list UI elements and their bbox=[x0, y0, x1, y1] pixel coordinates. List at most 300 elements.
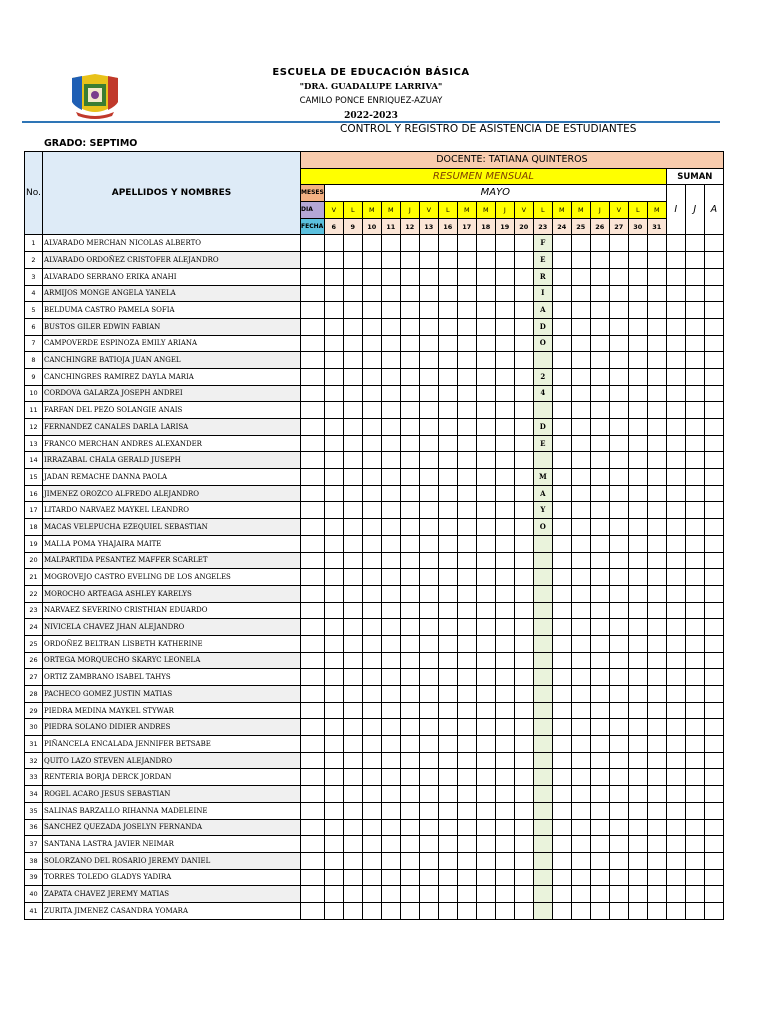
sum-cell[interactable] bbox=[704, 802, 723, 819]
attendance-cell[interactable] bbox=[495, 452, 514, 469]
attendance-cell[interactable] bbox=[400, 435, 419, 452]
attendance-cell[interactable] bbox=[381, 819, 400, 836]
attendance-cell[interactable] bbox=[552, 836, 571, 853]
attendance-cell[interactable] bbox=[609, 585, 628, 602]
attendance-cell[interactable] bbox=[571, 769, 590, 786]
attendance-cell[interactable] bbox=[438, 335, 457, 352]
attendance-cell[interactable] bbox=[362, 318, 381, 335]
attendance-cell[interactable] bbox=[362, 585, 381, 602]
attendance-cell[interactable] bbox=[301, 252, 325, 269]
attendance-cell[interactable] bbox=[571, 602, 590, 619]
attendance-cell[interactable] bbox=[457, 686, 476, 703]
attendance-cell[interactable] bbox=[457, 302, 476, 319]
attendance-cell[interactable] bbox=[343, 569, 362, 586]
attendance-cell[interactable] bbox=[514, 869, 533, 886]
attendance-cell[interactable] bbox=[381, 736, 400, 753]
attendance-cell[interactable] bbox=[301, 502, 325, 519]
attendance-cell[interactable] bbox=[419, 869, 438, 886]
attendance-cell[interactable] bbox=[495, 702, 514, 719]
attendance-cell[interactable] bbox=[362, 352, 381, 369]
sum-cell[interactable] bbox=[685, 736, 704, 753]
attendance-cell[interactable] bbox=[476, 352, 495, 369]
attendance-cell[interactable] bbox=[400, 585, 419, 602]
sum-cell[interactable] bbox=[704, 686, 723, 703]
attendance-cell[interactable] bbox=[552, 252, 571, 269]
attendance-cell[interactable] bbox=[419, 252, 438, 269]
attendance-cell[interactable] bbox=[495, 836, 514, 853]
sum-cell[interactable] bbox=[704, 419, 723, 436]
sum-cell[interactable] bbox=[666, 402, 685, 419]
attendance-cell[interactable] bbox=[381, 402, 400, 419]
attendance-cell[interactable] bbox=[552, 669, 571, 686]
attendance-cell[interactable] bbox=[301, 318, 325, 335]
sum-cell[interactable] bbox=[685, 886, 704, 903]
attendance-cell[interactable] bbox=[476, 569, 495, 586]
attendance-cell[interactable] bbox=[590, 669, 609, 686]
attendance-cell[interactable] bbox=[514, 402, 533, 419]
attendance-cell[interactable] bbox=[362, 569, 381, 586]
attendance-cell[interactable] bbox=[552, 569, 571, 586]
attendance-cell[interactable] bbox=[381, 285, 400, 302]
attendance-cell[interactable] bbox=[343, 419, 362, 436]
attendance-cell[interactable] bbox=[609, 686, 628, 703]
attendance-cell[interactable] bbox=[438, 368, 457, 385]
attendance-cell[interactable] bbox=[324, 302, 343, 319]
attendance-cell[interactable] bbox=[381, 836, 400, 853]
attendance-cell[interactable] bbox=[628, 335, 647, 352]
sum-cell[interactable] bbox=[666, 435, 685, 452]
attendance-cell[interactable] bbox=[457, 602, 476, 619]
attendance-cell[interactable] bbox=[514, 902, 533, 919]
attendance-cell[interactable] bbox=[438, 652, 457, 669]
sum-cell[interactable] bbox=[685, 902, 704, 919]
sum-cell[interactable] bbox=[685, 585, 704, 602]
attendance-cell[interactable] bbox=[324, 285, 343, 302]
attendance-cell[interactable] bbox=[400, 819, 419, 836]
attendance-cell[interactable] bbox=[343, 469, 362, 486]
sum-cell[interactable] bbox=[704, 235, 723, 252]
attendance-cell[interactable] bbox=[628, 769, 647, 786]
sum-cell[interactable] bbox=[666, 769, 685, 786]
attendance-cell[interactable] bbox=[495, 252, 514, 269]
attendance-cell[interactable] bbox=[438, 452, 457, 469]
sum-cell[interactable] bbox=[666, 752, 685, 769]
attendance-cell[interactable] bbox=[419, 302, 438, 319]
attendance-cell[interactable] bbox=[400, 402, 419, 419]
sum-cell[interactable] bbox=[666, 635, 685, 652]
attendance-cell[interactable] bbox=[419, 702, 438, 719]
attendance-cell[interactable] bbox=[301, 686, 325, 703]
attendance-cell[interactable] bbox=[647, 836, 666, 853]
attendance-cell[interactable] bbox=[400, 385, 419, 402]
attendance-cell[interactable] bbox=[552, 302, 571, 319]
sum-cell[interactable] bbox=[666, 686, 685, 703]
attendance-cell[interactable] bbox=[324, 535, 343, 552]
attendance-cell[interactable] bbox=[552, 402, 571, 419]
attendance-cell[interactable] bbox=[476, 385, 495, 402]
attendance-cell[interactable] bbox=[301, 802, 325, 819]
attendance-cell[interactable] bbox=[552, 268, 571, 285]
attendance-cell[interactable] bbox=[514, 619, 533, 636]
attendance-cell[interactable] bbox=[343, 786, 362, 803]
attendance-cell[interactable] bbox=[514, 335, 533, 352]
attendance-cell[interactable] bbox=[457, 485, 476, 502]
sum-cell[interactable] bbox=[685, 469, 704, 486]
attendance-cell[interactable] bbox=[381, 769, 400, 786]
attendance-cell[interactable] bbox=[400, 569, 419, 586]
sum-cell[interactable] bbox=[666, 819, 685, 836]
sum-cell[interactable] bbox=[704, 669, 723, 686]
attendance-cell[interactable] bbox=[476, 902, 495, 919]
attendance-cell[interactable] bbox=[628, 252, 647, 269]
attendance-cell[interactable] bbox=[628, 836, 647, 853]
attendance-cell[interactable] bbox=[647, 352, 666, 369]
attendance-cell[interactable] bbox=[324, 485, 343, 502]
attendance-cell[interactable] bbox=[457, 769, 476, 786]
attendance-cell[interactable] bbox=[647, 619, 666, 636]
attendance-cell[interactable] bbox=[647, 335, 666, 352]
attendance-cell[interactable] bbox=[647, 435, 666, 452]
attendance-cell[interactable] bbox=[324, 519, 343, 536]
attendance-cell[interactable] bbox=[495, 802, 514, 819]
attendance-cell[interactable] bbox=[324, 552, 343, 569]
attendance-cell[interactable] bbox=[476, 235, 495, 252]
attendance-cell[interactable] bbox=[514, 719, 533, 736]
attendance-cell[interactable] bbox=[571, 285, 590, 302]
attendance-cell[interactable] bbox=[495, 869, 514, 886]
attendance-cell[interactable] bbox=[400, 602, 419, 619]
attendance-cell[interactable] bbox=[495, 619, 514, 636]
attendance-cell[interactable] bbox=[552, 752, 571, 769]
sum-cell[interactable] bbox=[704, 385, 723, 402]
attendance-cell[interactable] bbox=[457, 886, 476, 903]
attendance-cell[interactable] bbox=[609, 318, 628, 335]
attendance-cell[interactable] bbox=[647, 852, 666, 869]
attendance-cell[interactable] bbox=[457, 819, 476, 836]
attendance-cell[interactable] bbox=[476, 635, 495, 652]
attendance-cell[interactable] bbox=[476, 552, 495, 569]
attendance-cell[interactable] bbox=[571, 252, 590, 269]
sum-cell[interactable] bbox=[685, 686, 704, 703]
sum-cell[interactable] bbox=[704, 585, 723, 602]
attendance-cell[interactable] bbox=[381, 852, 400, 869]
attendance-cell[interactable] bbox=[324, 419, 343, 436]
attendance-cell[interactable] bbox=[457, 585, 476, 602]
attendance-cell[interactable] bbox=[609, 519, 628, 536]
attendance-cell[interactable] bbox=[552, 318, 571, 335]
attendance-cell[interactable] bbox=[362, 368, 381, 385]
attendance-cell[interactable] bbox=[419, 802, 438, 819]
attendance-cell[interactable] bbox=[571, 786, 590, 803]
attendance-cell[interactable] bbox=[362, 752, 381, 769]
attendance-cell[interactable] bbox=[552, 502, 571, 519]
attendance-cell[interactable] bbox=[381, 302, 400, 319]
attendance-cell[interactable] bbox=[571, 902, 590, 919]
attendance-cell[interactable] bbox=[419, 335, 438, 352]
attendance-cell[interactable] bbox=[438, 819, 457, 836]
attendance-cell[interactable] bbox=[552, 519, 571, 536]
attendance-cell[interactable] bbox=[590, 235, 609, 252]
attendance-cell[interactable] bbox=[495, 535, 514, 552]
sum-cell[interactable] bbox=[704, 702, 723, 719]
attendance-cell[interactable] bbox=[381, 902, 400, 919]
attendance-cell[interactable] bbox=[400, 502, 419, 519]
sum-cell[interactable] bbox=[666, 669, 685, 686]
sum-cell[interactable] bbox=[685, 235, 704, 252]
attendance-cell[interactable] bbox=[476, 585, 495, 602]
attendance-cell[interactable] bbox=[628, 435, 647, 452]
attendance-cell[interactable] bbox=[343, 368, 362, 385]
sum-cell[interactable] bbox=[666, 552, 685, 569]
attendance-cell[interactable] bbox=[343, 852, 362, 869]
attendance-cell[interactable] bbox=[476, 886, 495, 903]
attendance-cell[interactable] bbox=[571, 702, 590, 719]
attendance-cell[interactable] bbox=[419, 736, 438, 753]
sum-cell[interactable] bbox=[685, 368, 704, 385]
attendance-cell[interactable] bbox=[343, 769, 362, 786]
attendance-cell[interactable] bbox=[301, 302, 325, 319]
attendance-cell[interactable] bbox=[400, 252, 419, 269]
sum-cell[interactable] bbox=[666, 502, 685, 519]
attendance-cell[interactable] bbox=[343, 869, 362, 886]
attendance-cell[interactable] bbox=[476, 836, 495, 853]
attendance-cell[interactable] bbox=[590, 886, 609, 903]
attendance-cell[interactable] bbox=[362, 335, 381, 352]
attendance-cell[interactable] bbox=[419, 318, 438, 335]
attendance-cell[interactable] bbox=[457, 619, 476, 636]
attendance-cell[interactable] bbox=[324, 802, 343, 819]
attendance-cell[interactable] bbox=[495, 602, 514, 619]
attendance-cell[interactable] bbox=[400, 302, 419, 319]
sum-cell[interactable] bbox=[666, 585, 685, 602]
attendance-cell[interactable] bbox=[514, 686, 533, 703]
attendance-cell[interactable] bbox=[514, 235, 533, 252]
attendance-cell[interactable] bbox=[590, 252, 609, 269]
attendance-cell[interactable] bbox=[609, 402, 628, 419]
attendance-cell[interactable] bbox=[514, 535, 533, 552]
attendance-cell[interactable] bbox=[495, 318, 514, 335]
sum-cell[interactable] bbox=[685, 852, 704, 869]
attendance-cell[interactable] bbox=[400, 535, 419, 552]
attendance-cell[interactable] bbox=[381, 352, 400, 369]
attendance-cell[interactable] bbox=[343, 669, 362, 686]
attendance-cell[interactable] bbox=[552, 285, 571, 302]
attendance-cell[interactable] bbox=[552, 552, 571, 569]
attendance-cell[interactable] bbox=[362, 852, 381, 869]
attendance-cell[interactable] bbox=[609, 852, 628, 869]
attendance-cell[interactable] bbox=[381, 702, 400, 719]
attendance-cell[interactable] bbox=[590, 302, 609, 319]
attendance-cell[interactable] bbox=[381, 602, 400, 619]
attendance-cell[interactable] bbox=[343, 902, 362, 919]
sum-cell[interactable] bbox=[666, 252, 685, 269]
attendance-cell[interactable] bbox=[400, 619, 419, 636]
attendance-cell[interactable] bbox=[495, 635, 514, 652]
attendance-cell[interactable] bbox=[438, 602, 457, 619]
attendance-cell[interactable] bbox=[457, 652, 476, 669]
attendance-cell[interactable] bbox=[324, 268, 343, 285]
attendance-cell[interactable] bbox=[552, 635, 571, 652]
attendance-cell[interactable] bbox=[647, 652, 666, 669]
attendance-cell[interactable] bbox=[647, 252, 666, 269]
attendance-cell[interactable] bbox=[514, 752, 533, 769]
attendance-cell[interactable] bbox=[419, 852, 438, 869]
attendance-cell[interactable] bbox=[362, 819, 381, 836]
attendance-cell[interactable] bbox=[457, 252, 476, 269]
attendance-cell[interactable] bbox=[381, 335, 400, 352]
attendance-cell[interactable] bbox=[647, 552, 666, 569]
attendance-cell[interactable] bbox=[495, 752, 514, 769]
attendance-cell[interactable] bbox=[438, 302, 457, 319]
attendance-cell[interactable] bbox=[301, 702, 325, 719]
attendance-cell[interactable] bbox=[609, 786, 628, 803]
attendance-cell[interactable] bbox=[419, 235, 438, 252]
attendance-cell[interactable] bbox=[609, 368, 628, 385]
attendance-cell[interactable] bbox=[438, 285, 457, 302]
sum-cell[interactable] bbox=[704, 469, 723, 486]
attendance-cell[interactable] bbox=[552, 852, 571, 869]
attendance-cell[interactable] bbox=[552, 702, 571, 719]
attendance-cell[interactable] bbox=[495, 652, 514, 669]
sum-cell[interactable] bbox=[685, 635, 704, 652]
attendance-cell[interactable] bbox=[476, 652, 495, 669]
attendance-cell[interactable] bbox=[628, 902, 647, 919]
sum-cell[interactable] bbox=[704, 302, 723, 319]
sum-cell[interactable] bbox=[685, 452, 704, 469]
attendance-cell[interactable] bbox=[400, 719, 419, 736]
attendance-cell[interactable] bbox=[301, 352, 325, 369]
attendance-cell[interactable] bbox=[552, 535, 571, 552]
sum-cell[interactable] bbox=[685, 302, 704, 319]
attendance-cell[interactable] bbox=[495, 368, 514, 385]
attendance-cell[interactable] bbox=[343, 335, 362, 352]
attendance-cell[interactable] bbox=[552, 335, 571, 352]
attendance-cell[interactable] bbox=[628, 569, 647, 586]
attendance-cell[interactable] bbox=[476, 602, 495, 619]
attendance-cell[interactable] bbox=[400, 736, 419, 753]
attendance-cell[interactable] bbox=[495, 585, 514, 602]
attendance-cell[interactable] bbox=[495, 552, 514, 569]
attendance-cell[interactable] bbox=[419, 686, 438, 703]
attendance-cell[interactable] bbox=[571, 502, 590, 519]
attendance-cell[interactable] bbox=[514, 419, 533, 436]
sum-cell[interactable] bbox=[685, 552, 704, 569]
attendance-cell[interactable] bbox=[590, 819, 609, 836]
sum-cell[interactable] bbox=[666, 702, 685, 719]
sum-cell[interactable] bbox=[704, 652, 723, 669]
attendance-cell[interactable] bbox=[476, 285, 495, 302]
attendance-cell[interactable] bbox=[362, 836, 381, 853]
attendance-cell[interactable] bbox=[324, 435, 343, 452]
attendance-cell[interactable] bbox=[647, 719, 666, 736]
attendance-cell[interactable] bbox=[628, 385, 647, 402]
attendance-cell[interactable] bbox=[552, 736, 571, 753]
sum-cell[interactable] bbox=[666, 368, 685, 385]
sum-cell[interactable] bbox=[685, 519, 704, 536]
attendance-cell[interactable] bbox=[343, 736, 362, 753]
attendance-cell[interactable] bbox=[628, 485, 647, 502]
attendance-cell[interactable] bbox=[609, 419, 628, 436]
attendance-cell[interactable] bbox=[381, 502, 400, 519]
attendance-cell[interactable] bbox=[552, 652, 571, 669]
attendance-cell[interactable] bbox=[381, 318, 400, 335]
attendance-cell[interactable] bbox=[495, 402, 514, 419]
attendance-cell[interactable] bbox=[362, 535, 381, 552]
attendance-cell[interactable] bbox=[400, 802, 419, 819]
attendance-cell[interactable] bbox=[590, 535, 609, 552]
attendance-cell[interactable] bbox=[609, 886, 628, 903]
attendance-cell[interactable] bbox=[476, 402, 495, 419]
attendance-cell[interactable] bbox=[301, 719, 325, 736]
attendance-cell[interactable] bbox=[476, 435, 495, 452]
attendance-cell[interactable] bbox=[476, 419, 495, 436]
attendance-cell[interactable] bbox=[362, 736, 381, 753]
attendance-cell[interactable] bbox=[590, 402, 609, 419]
attendance-cell[interactable] bbox=[571, 669, 590, 686]
sum-cell[interactable] bbox=[704, 552, 723, 569]
attendance-cell[interactable] bbox=[571, 719, 590, 736]
attendance-cell[interactable] bbox=[647, 902, 666, 919]
sum-cell[interactable] bbox=[704, 452, 723, 469]
attendance-cell[interactable] bbox=[628, 869, 647, 886]
attendance-cell[interactable] bbox=[514, 886, 533, 903]
attendance-cell[interactable] bbox=[457, 669, 476, 686]
attendance-cell[interactable] bbox=[628, 752, 647, 769]
attendance-cell[interactable] bbox=[362, 769, 381, 786]
attendance-cell[interactable] bbox=[571, 652, 590, 669]
attendance-cell[interactable] bbox=[609, 252, 628, 269]
attendance-cell[interactable] bbox=[438, 869, 457, 886]
attendance-cell[interactable] bbox=[514, 585, 533, 602]
attendance-cell[interactable] bbox=[571, 635, 590, 652]
attendance-cell[interactable] bbox=[476, 535, 495, 552]
attendance-cell[interactable] bbox=[476, 318, 495, 335]
attendance-cell[interactable] bbox=[495, 352, 514, 369]
attendance-cell[interactable] bbox=[343, 702, 362, 719]
sum-cell[interactable] bbox=[685, 268, 704, 285]
attendance-cell[interactable] bbox=[324, 619, 343, 636]
attendance-cell[interactable] bbox=[419, 719, 438, 736]
attendance-cell[interactable] bbox=[647, 786, 666, 803]
attendance-cell[interactable] bbox=[514, 268, 533, 285]
attendance-cell[interactable] bbox=[628, 802, 647, 819]
attendance-cell[interactable] bbox=[609, 669, 628, 686]
attendance-cell[interactable] bbox=[590, 635, 609, 652]
attendance-cell[interactable] bbox=[419, 836, 438, 853]
attendance-cell[interactable] bbox=[381, 719, 400, 736]
attendance-cell[interactable] bbox=[343, 752, 362, 769]
sum-cell[interactable] bbox=[704, 852, 723, 869]
attendance-cell[interactable] bbox=[438, 352, 457, 369]
attendance-cell[interactable] bbox=[552, 719, 571, 736]
sum-cell[interactable] bbox=[666, 235, 685, 252]
attendance-cell[interactable] bbox=[552, 602, 571, 619]
attendance-cell[interactable] bbox=[495, 268, 514, 285]
attendance-cell[interactable] bbox=[324, 852, 343, 869]
attendance-cell[interactable] bbox=[400, 669, 419, 686]
attendance-cell[interactable] bbox=[400, 869, 419, 886]
attendance-cell[interactable] bbox=[647, 569, 666, 586]
attendance-cell[interactable] bbox=[457, 786, 476, 803]
attendance-cell[interactable] bbox=[400, 268, 419, 285]
sum-cell[interactable] bbox=[685, 602, 704, 619]
attendance-cell[interactable] bbox=[362, 502, 381, 519]
attendance-cell[interactable] bbox=[301, 268, 325, 285]
attendance-cell[interactable] bbox=[400, 368, 419, 385]
sum-cell[interactable] bbox=[704, 786, 723, 803]
attendance-cell[interactable] bbox=[381, 552, 400, 569]
attendance-cell[interactable] bbox=[628, 285, 647, 302]
